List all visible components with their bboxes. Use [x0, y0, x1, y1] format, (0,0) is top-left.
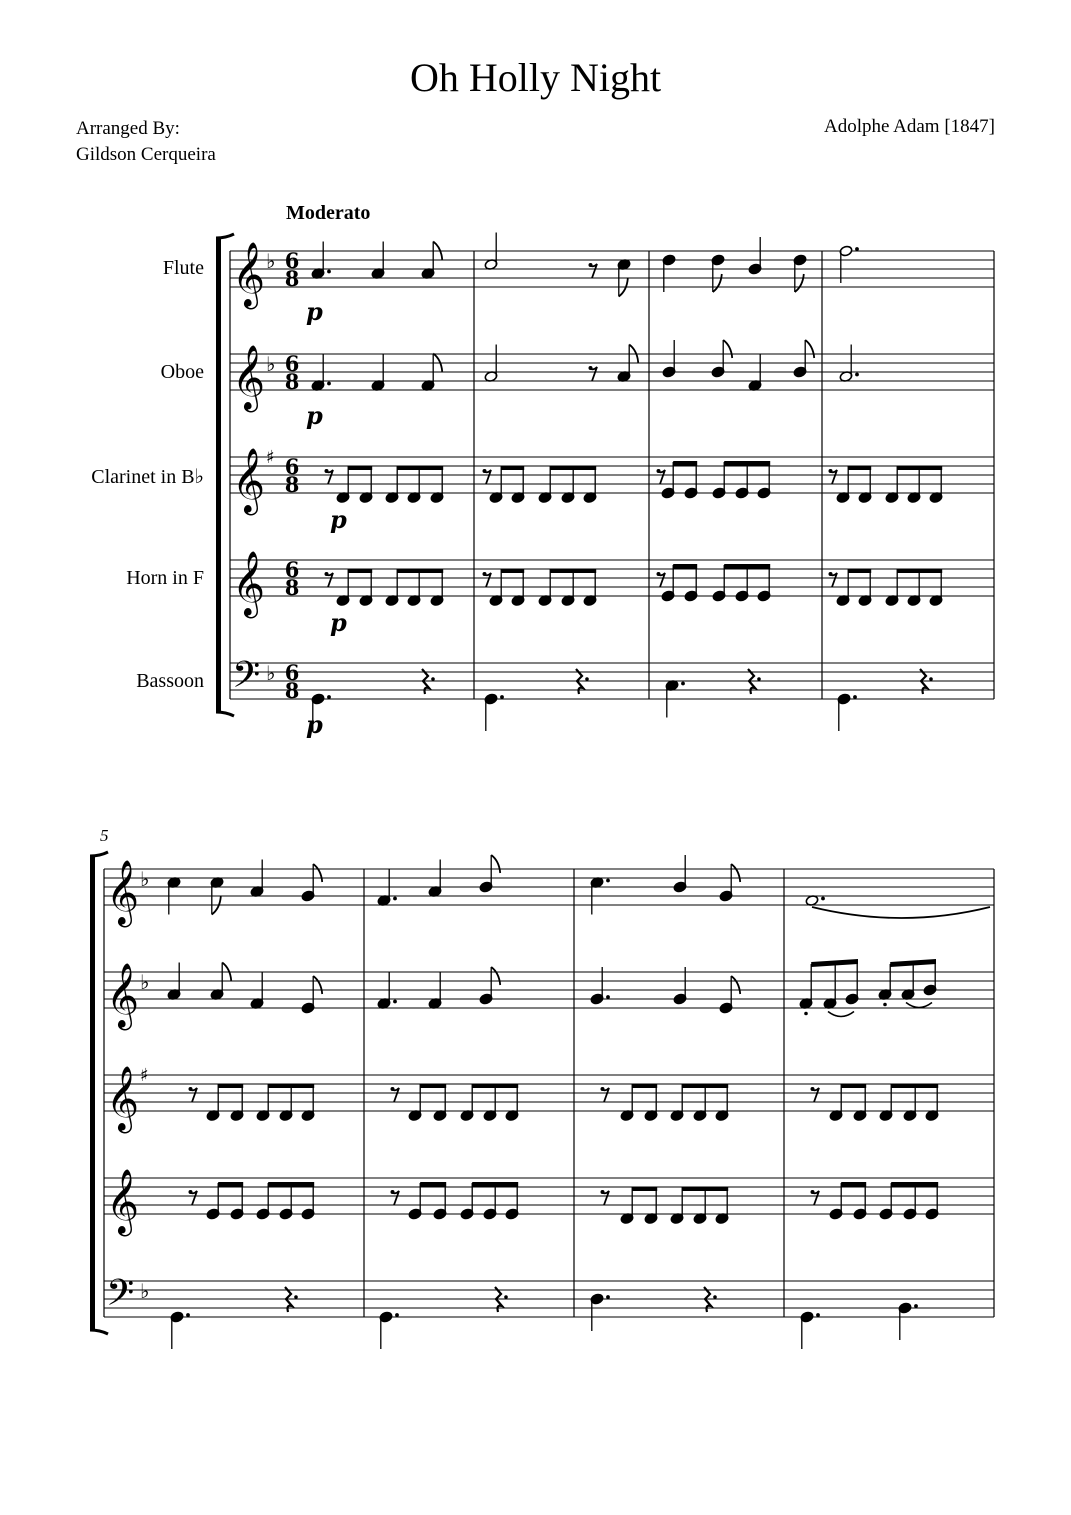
- beam: [632, 1187, 657, 1192]
- bracket-bottom: [90, 1330, 108, 1334]
- eighth-rest-dot: [589, 263, 593, 267]
- treble-clef-icon: 𝄞: [106, 1169, 140, 1234]
- time-signature-top: 6: [284, 660, 300, 685]
- system-bracket: [216, 238, 221, 712]
- augmentation-dot: [395, 1313, 399, 1317]
- augmentation-dot: [713, 1295, 717, 1299]
- bracket-top: [216, 234, 234, 238]
- augmentation-dot: [914, 1304, 918, 1308]
- augmentation-dot: [681, 682, 685, 686]
- augmentation-dot: [186, 1313, 190, 1317]
- augmentation-dot: [757, 677, 761, 681]
- flat-icon: ♭: [140, 867, 150, 891]
- beam: [501, 569, 524, 574]
- time-signature-bottom: 8: [284, 678, 300, 703]
- beam: [420, 1182, 446, 1187]
- eighth-rest-dot: [829, 469, 833, 473]
- note-flag: [313, 976, 322, 994]
- time-signature-top: 6: [284, 248, 300, 273]
- instrument-name-horn: Horn in F: [126, 567, 204, 589]
- eighth-rest-dot: [601, 1190, 605, 1194]
- flat-icon: ♭: [140, 970, 150, 994]
- time-signature-bottom: 8: [284, 266, 300, 291]
- beam: [897, 466, 942, 471]
- treble-clef-icon: 𝄞: [106, 963, 140, 1028]
- eighth-rest-dot: [589, 366, 593, 370]
- beam: [897, 569, 942, 574]
- treble-clef-icon: 𝄞: [232, 242, 266, 307]
- beam: [632, 1084, 657, 1089]
- note-flag: [491, 967, 500, 985]
- augmentation-dot: [393, 897, 397, 901]
- augmentation-dot: [585, 677, 589, 681]
- system-bracket: [90, 856, 95, 1330]
- augmentation-dot: [393, 1000, 397, 1004]
- eighth-rest-dot: [325, 469, 329, 473]
- tempo-marking: Moderato: [286, 202, 371, 224]
- time-signature-bottom: 8: [284, 472, 300, 497]
- beam: [501, 466, 524, 471]
- eighth-rest-dot: [325, 572, 329, 576]
- treble-clef-icon: 𝄞: [232, 551, 266, 616]
- bracket-bottom: [216, 712, 234, 716]
- time-signature-top: 6: [284, 557, 300, 582]
- note-flag: [731, 976, 740, 994]
- slur: [906, 1003, 932, 1008]
- eighth-rest-dot: [483, 572, 487, 576]
- arranger-name: Gildson Cerqueira: [76, 144, 216, 165]
- composer: Adolphe Adam [1847]: [824, 116, 995, 137]
- beam: [682, 1187, 728, 1192]
- dynamic-marking: p: [306, 401, 323, 430]
- augmentation-dot: [606, 995, 610, 999]
- beam: [268, 1182, 314, 1187]
- bass-clef-icon: 𝄢: [106, 1272, 135, 1323]
- augmentation-dot: [327, 382, 331, 386]
- eighth-rest-dot: [829, 572, 833, 576]
- augmentation-dot: [431, 677, 435, 681]
- score-title: Oh Holly Night: [409, 55, 662, 100]
- treble-clef-icon: 𝄞: [106, 860, 140, 925]
- treble-clef-icon: 𝄞: [232, 345, 266, 410]
- beam: [348, 466, 372, 471]
- augmentation-dot: [816, 1313, 820, 1317]
- beam: [550, 466, 596, 471]
- eighth-rest-dot: [189, 1190, 193, 1194]
- slur: [828, 1012, 854, 1017]
- staccato-dot: [883, 1003, 887, 1007]
- augmentation-dot: [327, 270, 331, 274]
- flat-icon: ♭: [266, 661, 276, 685]
- note-flag: [491, 855, 500, 873]
- flat-icon: ♭: [266, 352, 276, 376]
- note-flag: [713, 274, 722, 292]
- note-flag: [795, 274, 804, 292]
- note-flag: [805, 340, 814, 358]
- beam: [891, 1084, 938, 1089]
- augmentation-dot: [853, 695, 857, 699]
- dynamic-marking: p: [330, 608, 347, 637]
- beam: [268, 1084, 314, 1089]
- beam: [848, 569, 871, 574]
- tie: [812, 907, 990, 918]
- note-flag: [723, 340, 732, 358]
- instrument-name-oboe: Oboe: [160, 361, 204, 383]
- treble-clef-icon: 𝄞: [106, 1066, 140, 1131]
- beam: [673, 564, 697, 569]
- beam: [891, 1182, 938, 1187]
- beam: [682, 1084, 728, 1089]
- beam: [724, 564, 770, 569]
- arranger-label: Arranged By:: [76, 118, 180, 139]
- flat-icon: ♭: [266, 249, 276, 273]
- beam: [420, 1084, 446, 1089]
- beam: [472, 1084, 518, 1089]
- dynamic-marking: p: [306, 710, 323, 739]
- augmentation-dot: [606, 879, 610, 883]
- note-flag: [731, 864, 740, 882]
- sharp-icon: ♯: [140, 1065, 149, 1086]
- measure-number: 5: [100, 826, 109, 845]
- instrument-name-flute: Flute: [162, 257, 204, 279]
- note-flag: [313, 864, 322, 882]
- staccato-dot: [804, 1012, 808, 1016]
- beam: [397, 466, 443, 471]
- augmentation-dot: [606, 1295, 610, 1299]
- beam: [841, 1084, 866, 1089]
- beam: [673, 461, 697, 466]
- eighth-rest-dot: [601, 1087, 605, 1091]
- dynamic-marking: p: [330, 505, 347, 534]
- eighth-rest-dot: [391, 1087, 395, 1091]
- beam: [218, 1182, 243, 1187]
- eighth-rest-dot: [811, 1087, 815, 1091]
- beam: [841, 1182, 866, 1187]
- augmentation-dot: [504, 1295, 508, 1299]
- beam: [472, 1182, 518, 1187]
- time-signature-top: 6: [284, 351, 300, 376]
- eighth-rest-dot: [483, 469, 487, 473]
- beam: [848, 466, 871, 471]
- beam: [724, 461, 770, 466]
- beam: [218, 1084, 243, 1089]
- sharp-icon: ♯: [266, 447, 275, 468]
- augmentation-dot: [500, 695, 504, 699]
- beam: [348, 569, 372, 574]
- bass-clef-icon: 𝄢: [232, 654, 261, 705]
- eighth-rest-dot: [657, 572, 661, 576]
- bracket-top: [90, 852, 108, 856]
- beam: [550, 569, 596, 574]
- treble-clef-icon: 𝄞: [232, 448, 266, 513]
- augmentation-dot: [855, 373, 859, 377]
- dynamic-marking: p: [306, 297, 323, 326]
- time-signature-bottom: 8: [284, 575, 300, 600]
- augmentation-dot: [294, 1295, 298, 1299]
- augmentation-dot: [855, 247, 859, 251]
- augmentation-dot: [821, 897, 825, 901]
- time-signature-top: 6: [284, 454, 300, 479]
- eighth-rest-dot: [657, 469, 661, 473]
- eighth-rest-dot: [189, 1087, 193, 1091]
- flat-icon: ♭: [140, 1279, 150, 1303]
- time-signature-bottom: 8: [284, 369, 300, 394]
- instrument-name-bassoon: Bassoon: [136, 670, 204, 692]
- eighth-rest-dot: [811, 1190, 815, 1194]
- instrument-name-clarinet: Clarinet in B♭: [91, 466, 204, 488]
- eighth-rest-dot: [391, 1190, 395, 1194]
- augmentation-dot: [327, 695, 331, 699]
- augmentation-dot: [929, 677, 933, 681]
- beam: [397, 569, 443, 574]
